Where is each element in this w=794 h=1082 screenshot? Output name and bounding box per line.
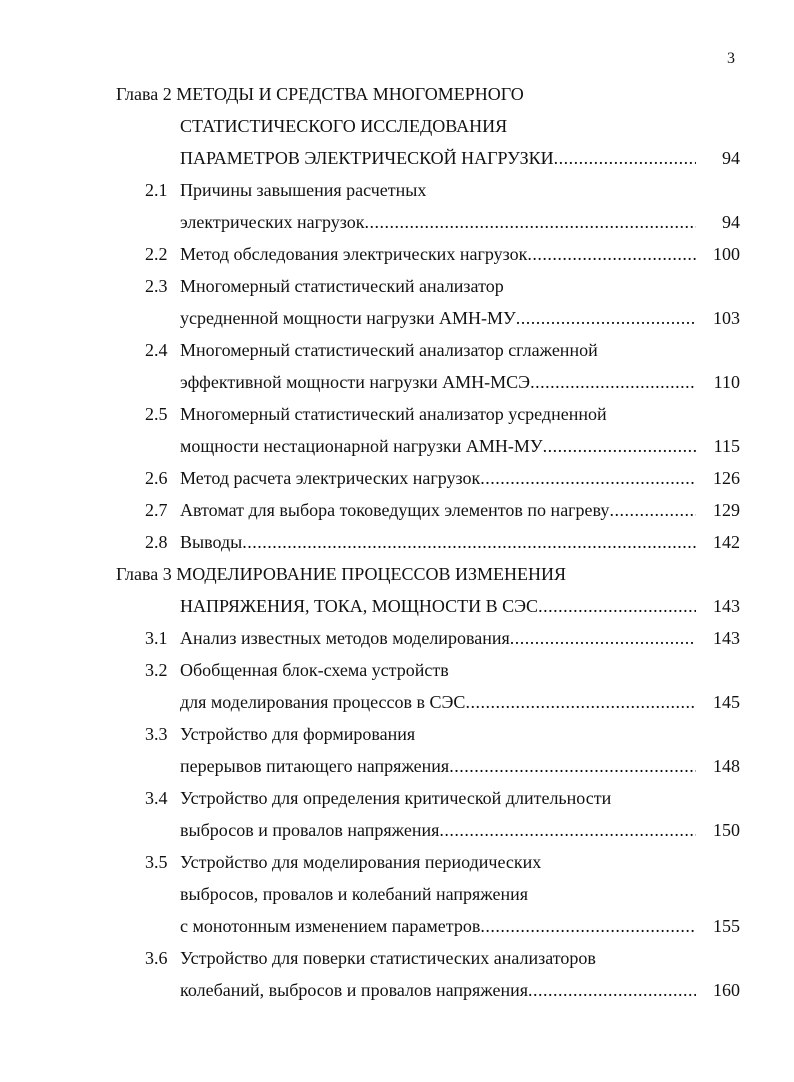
section-number: 2.7 [145,500,168,520]
leader-dots [528,979,696,1001]
toc-entry-2-2 [180,243,740,265]
section-number: 2.5 [145,404,168,424]
page-ref: 148 [713,756,740,776]
chapter-2-title-line-3: ПАРАМЕТРОВ ЭЛЕКТРИЧЕСКОЙ НАГРУЗКИ [180,148,554,168]
section-number: 3.3 [145,724,168,744]
page-ref: 94 [722,148,740,168]
leader-dots [480,915,696,937]
chapter-2-title-line-1: Глава 2 МЕТОДЫ И СРЕДСТВА МНОГОМЕРНОГО [116,84,524,104]
toc-entry-2-5 [180,435,740,457]
toc-entry-3-4 [180,819,740,841]
section-number: 3.1 [145,628,168,648]
section-title-line-1: Автомат для выбора токоведущих элементов по нагреву [180,500,610,520]
page-ref: 143 [713,628,740,648]
page-ref: 160 [713,980,740,1000]
toc-entry-2-6 [180,467,740,489]
leader-dots [530,371,696,393]
page-ref: 100 [713,244,740,264]
toc-entry-3-3 [180,755,740,777]
section-number: 2.6 [145,468,168,488]
leader-dots [527,243,696,265]
section-title-line-1: Выводы [180,532,243,552]
page-ref: 142 [713,532,740,552]
page-ref: 110 [713,372,740,392]
chapter-2-title-line-2: СТАТИСТИЧЕСКОГО ИССЛЕДОВАНИЯ [180,116,508,136]
section-title-line-1: Многомерный статистический анализатор усредненной [180,404,607,424]
section-title-line-1: Метод обследования электрических нагрузок [180,244,528,264]
section-number: 3.5 [145,852,168,872]
section-title-line-1: Устройство для определения критической длительности [180,788,612,808]
chapter-3-title-line-2: НАПРЯЖЕНИЯ, ТОКА, МОЩНОСТИ В СЭС [180,596,539,616]
leader-dots [554,147,696,169]
toc-entry-3-1 [180,627,740,649]
page-ref: 145 [713,692,740,712]
section-title-line-1: Устройство для моделирования периодических [180,852,542,872]
section-title-line-2: для моделирования процессов в СЭС [180,692,466,712]
section-title-line-1: Устройство для формирования [180,724,416,744]
leader-dots [510,627,696,649]
section-number: 3.6 [145,948,168,968]
section-title-line-2: эффективной мощности нагрузки АМН-МСЭ [180,372,531,392]
page-ref: 94 [722,212,740,232]
section-title-line-2: усредненной мощности нагрузки АМН-МУ [180,308,516,328]
leader-dots [543,435,696,457]
section-title-line-2: выбросов, провалов и колебаний напряжения [180,884,528,904]
section-title-line-1: Анализ известных методов моделирования [180,628,510,648]
toc-entry-chapter-2 [180,147,740,169]
leader-dots [465,691,696,713]
toc-entry-3-2 [180,691,740,713]
leader-dots [516,307,696,329]
section-title-line-1: Метод расчета электрических нагрузок [180,468,481,488]
section-title-line-1: Многомерный статистический анализатор [180,276,504,296]
page-ref: 143 [713,596,740,616]
section-number: 3.2 [145,660,168,680]
leader-dots [439,819,696,841]
section-title-line-2: электрических нагрузок [180,212,365,232]
section-title-line-1: Устройство для поверки статистических анализаторов [180,948,596,968]
section-number: 2.8 [145,532,168,552]
toc-entry-3-5 [180,915,740,937]
section-title-line-2: мощности нестационарной нагрузки АМН-МУ [180,436,543,456]
section-title-line-2: перерывов питающего напряжения [180,756,450,776]
toc-entry-2-4 [180,371,740,393]
page-ref: 155 [713,916,740,936]
section-title-line-1: Обобщенная блок-схема устройств [180,660,449,680]
section-title-line-1: Многомерный статистический анализатор сглаженной [180,340,598,360]
leader-dots [242,531,696,553]
page-ref: 103 [713,308,740,328]
page-ref: 129 [713,500,740,520]
page-ref: 115 [713,436,740,456]
section-title-line-1: Причины завышения расчетных [180,180,427,200]
toc-entry-2-1 [180,211,740,233]
section-title-line-2: выбросов и провалов напряжения [180,820,440,840]
leader-dots [609,499,696,521]
section-number: 2.3 [145,276,168,296]
page-number: 3 [727,50,735,67]
toc-entry-3-6 [180,979,740,1001]
toc-entry-2-3 [180,307,740,329]
leader-dots [364,211,696,233]
toc-entry-2-7 [180,499,740,521]
section-number: 3.4 [145,788,168,808]
leader-dots [449,755,696,777]
section-title-line-3: с монотонным изменением параметров [180,916,481,936]
page-ref: 150 [713,820,740,840]
chapter-3-title-line-1: Глава 3 МОДЕЛИРОВАНИЕ ПРОЦЕССОВ ИЗМЕНЕНИЯ [116,564,566,584]
section-number: 2.2 [145,244,168,264]
page-ref: 126 [713,468,740,488]
section-number: 2.4 [145,340,168,360]
toc-entry-chapter-3 [180,595,740,617]
section-number: 2.1 [145,180,168,200]
section-title-line-2: колебаний, выбросов и провалов напряжения [180,980,528,1000]
leader-dots [480,467,696,489]
leader-dots [538,595,696,617]
toc-entry-2-8 [180,531,740,553]
